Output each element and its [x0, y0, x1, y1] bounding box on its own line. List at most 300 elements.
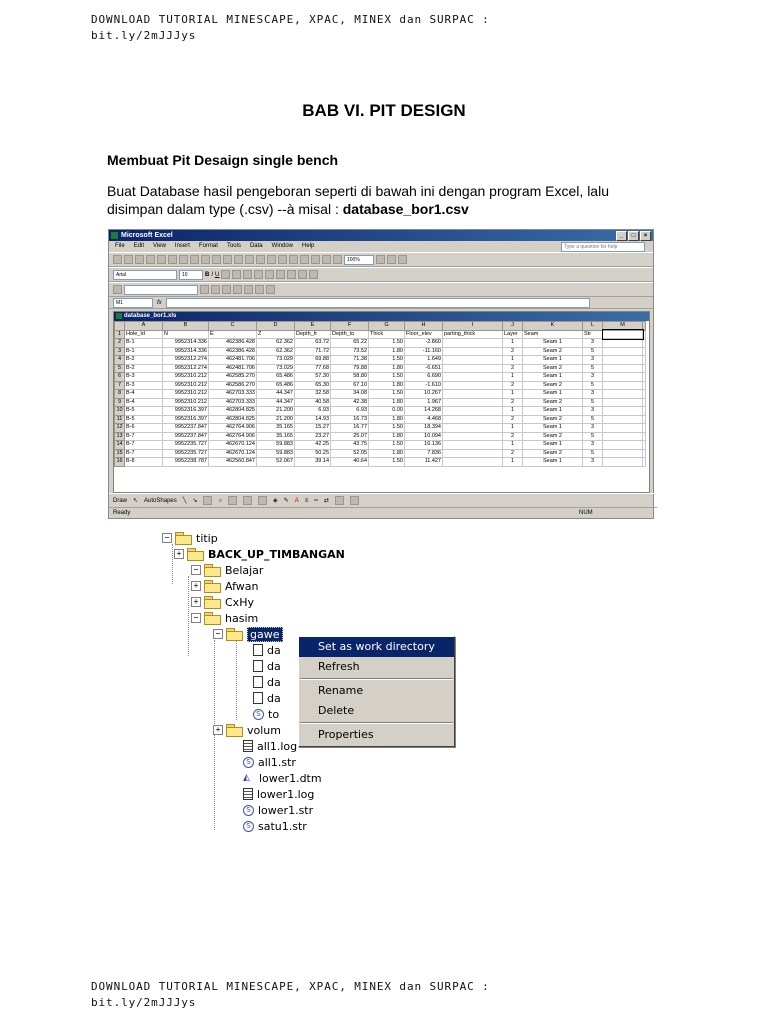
print-preview-icon[interactable]: [179, 255, 188, 264]
cell[interactable]: 462586.270: [209, 381, 257, 390]
row-header[interactable]: 10: [116, 407, 123, 414]
cell[interactable]: [603, 339, 643, 348]
cell[interactable]: Hole_Id: [125, 330, 163, 339]
cell[interactable]: [443, 373, 503, 382]
scrollbar-control-icon[interactable]: [266, 285, 275, 294]
cell[interactable]: 1.967: [405, 398, 443, 407]
cell[interactable]: -2.860: [405, 339, 443, 348]
tree-item-label[interactable]: Afwan: [225, 579, 259, 593]
cell[interactable]: 462386.428: [209, 347, 257, 356]
tree-item-label[interactable]: all1.str: [258, 755, 296, 769]
cell[interactable]: 462764.906: [209, 432, 257, 441]
formula-input[interactable]: [166, 298, 590, 308]
cell[interactable]: 462481.706: [209, 364, 257, 373]
menu-item-data[interactable]: Data: [249, 243, 263, 249]
cell[interactable]: [603, 347, 643, 356]
redo-icon[interactable]: [267, 255, 276, 264]
cell[interactable]: B-5: [125, 415, 163, 424]
tree-item-label[interactable]: satu1.str: [258, 819, 307, 833]
tree-item[interactable]: [191, 594, 254, 610]
column-header[interactable]: L: [583, 322, 603, 331]
footer-line-2[interactable]: bit.ly/2mJJJys: [91, 996, 197, 1009]
cell[interactable]: [443, 449, 503, 458]
fx-icon[interactable]: fx: [157, 299, 162, 306]
cell[interactable]: B-5: [125, 407, 163, 416]
sort-desc-icon[interactable]: [311, 255, 320, 264]
cell[interactable]: [643, 330, 646, 339]
sort-asc-icon[interactable]: [300, 255, 309, 264]
cell[interactable]: 1.80: [369, 364, 405, 373]
tree-item-label[interactable]: gawe: [247, 627, 283, 642]
row-header[interactable]: 8: [115, 390, 125, 399]
cell[interactable]: Layer: [503, 330, 523, 339]
cell[interactable]: 16.136: [405, 441, 443, 450]
cell[interactable]: 18.394: [405, 424, 443, 433]
fill-color-icon[interactable]: [298, 270, 307, 279]
tree-item[interactable]: [213, 626, 283, 642]
save-icon[interactable]: [135, 255, 144, 264]
insert-picture-icon[interactable]: [258, 496, 267, 505]
cell[interactable]: 1.649: [405, 356, 443, 365]
cell[interactable]: 67.10: [331, 381, 369, 390]
align-right-icon[interactable]: [243, 270, 252, 279]
tree-item-label[interactable]: titip: [196, 531, 218, 545]
row-header[interactable]: 6: [115, 373, 125, 382]
cell[interactable]: B-6: [125, 424, 163, 433]
cell[interactable]: 5: [583, 449, 603, 458]
cell[interactable]: 73.029: [257, 364, 295, 373]
collapse-icon[interactable]: −: [162, 533, 172, 543]
cell[interactable]: 42.38: [331, 398, 369, 407]
row-header[interactable]: 14: [116, 441, 123, 448]
cell[interactable]: 5: [583, 364, 603, 373]
cell[interactable]: 9952310.212: [163, 381, 209, 390]
tree-item-label[interactable]: da: [267, 675, 281, 689]
cell[interactable]: Depth_fr: [295, 330, 331, 339]
borders-icon[interactable]: [287, 270, 296, 279]
format-painter-icon[interactable]: [245, 255, 254, 264]
cell[interactable]: 73.029: [257, 356, 295, 365]
3d-icon[interactable]: [350, 496, 359, 505]
ask-question-box[interactable]: Type a question for help: [561, 242, 645, 252]
collapse-icon[interactable]: −: [213, 629, 223, 639]
drawing-icon[interactable]: [333, 255, 342, 264]
shadow-icon[interactable]: [335, 496, 344, 505]
column-header[interactable]: G: [369, 322, 405, 331]
cell[interactable]: 1: [503, 407, 523, 416]
cell[interactable]: [443, 339, 503, 348]
autosum-icon[interactable]: [289, 255, 298, 264]
new-icon[interactable]: [113, 255, 122, 264]
cell[interactable]: 1: [503, 356, 523, 365]
tree-item-label[interactable]: da: [267, 691, 281, 705]
cell[interactable]: 16.77: [331, 424, 369, 433]
cell[interactable]: [443, 390, 503, 399]
cell[interactable]: 9952235.727: [163, 441, 209, 450]
reading-mode-icon[interactable]: [387, 255, 396, 264]
cell[interactable]: Seam 1: [523, 356, 583, 365]
spelling-icon[interactable]: [190, 255, 199, 264]
group-control-icon[interactable]: [244, 285, 253, 294]
cut-icon[interactable]: [212, 255, 221, 264]
cell[interactable]: [603, 441, 643, 450]
copy-icon[interactable]: [223, 255, 232, 264]
align-center-icon[interactable]: [232, 270, 241, 279]
tree-item[interactable]: [253, 706, 279, 722]
cell[interactable]: [643, 373, 646, 382]
cell[interactable]: 1: [503, 373, 523, 382]
menu-item-file[interactable]: File: [115, 243, 125, 249]
cell[interactable]: 9952310.212: [163, 373, 209, 382]
name-box[interactable]: M1: [113, 298, 153, 308]
cell[interactable]: B-3: [125, 381, 163, 390]
cell[interactable]: Seam 1: [523, 373, 583, 382]
cell[interactable]: 2: [503, 347, 523, 356]
cell[interactable]: Seam: [523, 330, 583, 339]
cell[interactable]: 9952316.397: [163, 407, 209, 416]
cell[interactable]: [443, 347, 503, 356]
cell[interactable]: E: [209, 330, 257, 339]
row-header[interactable]: 4: [115, 356, 125, 365]
cell[interactable]: Seam 1: [523, 458, 583, 467]
pen-icon[interactable]: [113, 285, 122, 294]
cell[interactable]: 462804.825: [209, 415, 257, 424]
row-header[interactable]: 16: [116, 458, 123, 465]
cell[interactable]: 6.93: [295, 407, 331, 416]
hyperlink-icon[interactable]: [278, 255, 287, 264]
cell[interactable]: 16.73: [331, 415, 369, 424]
open-icon[interactable]: [124, 255, 133, 264]
cell[interactable]: B-2: [125, 364, 163, 373]
tree-item-label[interactable]: all1.log: [257, 739, 298, 753]
rectangle-icon[interactable]: [203, 496, 212, 505]
tree-item[interactable]: [243, 802, 313, 818]
cell[interactable]: Depth_to: [331, 330, 369, 339]
tree-item[interactable]: [191, 610, 258, 626]
cell[interactable]: 58.80: [331, 373, 369, 382]
cell[interactable]: Seam 1: [523, 424, 583, 433]
cell[interactable]: B-1: [125, 347, 163, 356]
cell[interactable]: 15.27: [295, 424, 331, 433]
tree-item-label[interactable]: to: [268, 707, 280, 721]
row-header[interactable]: 15: [116, 449, 123, 456]
cell[interactable]: B-3: [125, 373, 163, 382]
cell[interactable]: 21.200: [257, 407, 295, 416]
menu-item-help[interactable]: Help: [302, 243, 315, 249]
cell[interactable]: 2: [503, 364, 523, 373]
cell[interactable]: Seam 1: [523, 407, 583, 416]
expand-icon[interactable]: +: [174, 549, 184, 559]
cell[interactable]: 4.468: [405, 415, 443, 424]
column-header[interactable]: M: [603, 322, 643, 331]
cell[interactable]: 1: [503, 458, 523, 467]
context-menu-item-set-as-work-directory[interactable]: Set as work directory: [299, 637, 454, 657]
cell[interactable]: 52.05: [331, 449, 369, 458]
cell[interactable]: 6.690: [405, 373, 443, 382]
paste-icon[interactable]: [234, 255, 243, 264]
cell[interactable]: Seam 2: [523, 398, 583, 407]
cell[interactable]: [643, 381, 646, 390]
textbox-icon[interactable]: [211, 285, 220, 294]
cell[interactable]: [603, 415, 643, 424]
column-header[interactable]: H: [405, 322, 443, 331]
cell[interactable]: 9952314.336: [163, 347, 209, 356]
line-style-select[interactable]: [124, 285, 198, 295]
cell[interactable]: -11.160: [405, 347, 443, 356]
zoom-select[interactable]: 100%: [344, 255, 374, 265]
cell[interactable]: [603, 373, 643, 382]
cell[interactable]: [603, 364, 643, 373]
cell[interactable]: 14.93: [295, 415, 331, 424]
cell[interactable]: [603, 449, 643, 458]
cell[interactable]: [603, 432, 643, 441]
line-icon[interactable]: ╲: [182, 498, 187, 504]
expand-icon[interactable]: +: [191, 581, 201, 591]
cell[interactable]: 3: [583, 356, 603, 365]
cell[interactable]: Seam 1: [523, 441, 583, 450]
cell[interactable]: Floor_elev: [405, 330, 443, 339]
cell[interactable]: 40.64: [331, 458, 369, 467]
tree-item[interactable]: [243, 786, 314, 802]
cell[interactable]: 3: [583, 373, 603, 382]
restore-icon[interactable]: □: [628, 231, 639, 241]
context-menu-item-properties[interactable]: Properties: [318, 728, 374, 741]
cell[interactable]: 1: [503, 390, 523, 399]
cell[interactable]: 9952316.397: [163, 415, 209, 424]
cell[interactable]: Thick: [369, 330, 405, 339]
select-objects-icon[interactable]: ↖: [133, 498, 139, 504]
cell[interactable]: B-8: [125, 458, 163, 467]
cell[interactable]: 2: [503, 432, 523, 441]
percent-icon[interactable]: [276, 270, 285, 279]
cell[interactable]: 71.72: [295, 347, 331, 356]
cell[interactable]: 1.80: [369, 415, 405, 424]
tree-item[interactable]: [191, 578, 259, 594]
tree-item[interactable]: [213, 722, 281, 738]
cell[interactable]: 3: [583, 458, 603, 467]
cell[interactable]: 3: [583, 407, 603, 416]
cell[interactable]: [443, 398, 503, 407]
cell[interactable]: [643, 364, 646, 373]
cell[interactable]: [603, 390, 643, 399]
font-color-draw-icon[interactable]: A: [294, 497, 299, 504]
cell[interactable]: 59.883: [257, 449, 295, 458]
cell[interactable]: [443, 381, 503, 390]
cell[interactable]: 462560.847: [209, 458, 257, 467]
eraser-icon[interactable]: [200, 285, 209, 294]
arrow-style-icon[interactable]: ⇄: [323, 498, 329, 504]
cell[interactable]: [643, 415, 646, 424]
cell[interactable]: 5: [583, 432, 603, 441]
cell[interactable]: 14.268: [405, 407, 443, 416]
column-header[interactable]: C: [209, 322, 257, 331]
cell[interactable]: 9952310.212: [163, 398, 209, 407]
menu-item-format[interactable]: Format: [198, 243, 218, 249]
cell[interactable]: 7.836: [405, 449, 443, 458]
cell[interactable]: 1: [503, 424, 523, 433]
cell[interactable]: 5: [583, 347, 603, 356]
row-header[interactable]: 11: [115, 415, 125, 424]
cell[interactable]: 6.93: [331, 407, 369, 416]
context-menu-item-rename[interactable]: Rename: [318, 684, 364, 697]
cell[interactable]: 5: [583, 381, 603, 390]
cell[interactable]: 9952310.212: [163, 390, 209, 399]
menu-item-edit[interactable]: Edit: [133, 243, 145, 249]
tree-item[interactable]: [253, 674, 281, 690]
cell[interactable]: [643, 432, 646, 441]
cell[interactable]: 32.58: [295, 390, 331, 399]
cell[interactable]: Seam 2: [523, 347, 583, 356]
cell[interactable]: Seam 2: [523, 364, 583, 373]
tree-item-label[interactable]: da: [267, 659, 281, 673]
underline-icon[interactable]: U: [215, 271, 220, 278]
menu-item-window[interactable]: Window: [271, 243, 293, 249]
cell[interactable]: [443, 407, 503, 416]
cell[interactable]: 2: [503, 398, 523, 407]
cell[interactable]: 59.883: [257, 441, 295, 450]
cell[interactable]: -1.610: [405, 381, 443, 390]
column-header[interactable]: A: [125, 322, 163, 331]
cell[interactable]: [643, 339, 646, 348]
cell[interactable]: 1.50: [369, 356, 405, 365]
cell[interactable]: B-7: [125, 432, 163, 441]
cell[interactable]: 57.30: [295, 373, 331, 382]
cell[interactable]: Seam 2: [523, 415, 583, 424]
cell[interactable]: 1.50: [369, 458, 405, 467]
tree-item-label[interactable]: BACK_UP_TIMBANGAN: [208, 547, 345, 561]
row-header[interactable]: 1: [115, 330, 125, 339]
tree-item[interactable]: [243, 754, 296, 770]
cell[interactable]: [603, 381, 643, 390]
cell[interactable]: B-4: [125, 390, 163, 399]
tree-item[interactable]: [174, 546, 345, 562]
cell[interactable]: 5: [583, 398, 603, 407]
tree-item-label[interactable]: da: [267, 643, 281, 657]
cell[interactable]: [603, 398, 643, 407]
row-header[interactable]: 13: [116, 432, 123, 439]
cell[interactable]: [443, 424, 503, 433]
tree-item-label[interactable]: lower1.dtm: [259, 771, 322, 785]
cell[interactable]: [443, 441, 503, 450]
oval-icon[interactable]: ○: [218, 497, 223, 504]
cell[interactable]: 10.267: [405, 390, 443, 399]
cell[interactable]: Z: [257, 330, 295, 339]
cell[interactable]: B-2: [125, 356, 163, 365]
cell[interactable]: 11.427: [405, 458, 443, 467]
cell[interactable]: 462703.333: [209, 398, 257, 407]
cell[interactable]: B-7: [125, 449, 163, 458]
tree-item-label[interactable]: lower1.log: [257, 787, 315, 801]
cell[interactable]: 62.362: [257, 347, 295, 356]
italic-icon[interactable]: I: [211, 271, 214, 278]
cell[interactable]: 9952237.847: [163, 432, 209, 441]
cell[interactable]: [643, 356, 646, 365]
research-icon[interactable]: [201, 255, 210, 264]
row-header[interactable]: 5: [115, 364, 125, 373]
row-header[interactable]: 9: [115, 398, 125, 407]
cell[interactable]: 1.80: [369, 381, 405, 390]
cell[interactable]: Seam 1: [523, 339, 583, 348]
cell[interactable]: [643, 424, 646, 433]
cell[interactable]: [443, 432, 503, 441]
cell[interactable]: 462804.825: [209, 407, 257, 416]
cell[interactable]: [603, 458, 643, 467]
wordart-icon[interactable]: [243, 496, 252, 505]
context-menu-item-delete[interactable]: Delete: [318, 704, 355, 717]
column-header[interactable]: F: [331, 322, 369, 331]
cell[interactable]: 79.88: [331, 364, 369, 373]
cell[interactable]: 9952237.847: [163, 424, 209, 433]
cell[interactable]: 462703.333: [209, 390, 257, 399]
merge-center-icon[interactable]: [254, 270, 263, 279]
row-header[interactable]: 7: [115, 381, 125, 390]
column-header[interactable]: D: [257, 322, 295, 331]
cell[interactable]: 3: [583, 390, 603, 399]
cell[interactable]: -6.651: [405, 364, 443, 373]
menu-item-tools[interactable]: Tools: [226, 243, 241, 249]
tree-item-label[interactable]: hasim: [225, 611, 259, 625]
cell[interactable]: 9952238.787: [163, 458, 209, 467]
cell[interactable]: 2: [503, 381, 523, 390]
cell[interactable]: B-4: [125, 398, 163, 407]
cell[interactable]: [603, 356, 643, 365]
cell[interactable]: 1.50: [369, 390, 405, 399]
font-color-icon[interactable]: [309, 270, 318, 279]
cell[interactable]: 1.80: [369, 347, 405, 356]
cell[interactable]: 23.27: [295, 432, 331, 441]
close-icon[interactable]: ×: [640, 231, 651, 241]
cell[interactable]: 1.50: [369, 424, 405, 433]
cell[interactable]: Str: [583, 330, 603, 339]
column-header[interactable]: K: [523, 322, 583, 331]
expand-icon[interactable]: +: [213, 725, 223, 735]
undo-icon[interactable]: [256, 255, 265, 264]
cell[interactable]: 69.88: [295, 356, 331, 365]
column-header[interactable]: I: [443, 322, 503, 331]
cell[interactable]: parting_thick: [443, 330, 503, 339]
cell[interactable]: B-7: [125, 441, 163, 450]
arrow-icon[interactable]: ↘: [192, 498, 198, 504]
cell[interactable]: 3: [583, 441, 603, 450]
cell[interactable]: [643, 449, 646, 458]
row-header[interactable]: 12: [116, 424, 123, 431]
email-icon[interactable]: [157, 255, 166, 264]
cell[interactable]: [643, 347, 646, 356]
cell[interactable]: 1.80: [369, 432, 405, 441]
cell[interactable]: 3: [583, 339, 603, 348]
select-all-corner[interactable]: [115, 322, 125, 331]
bold-icon[interactable]: B: [205, 271, 210, 278]
cell[interactable]: 2: [503, 449, 523, 458]
cell[interactable]: 34.08: [331, 390, 369, 399]
column-header[interactable]: J: [503, 322, 523, 331]
tree-item-label[interactable]: Belajar: [225, 563, 264, 577]
cell[interactable]: 1.80: [369, 449, 405, 458]
option-control-icon[interactable]: [233, 285, 242, 294]
cell[interactable]: N: [163, 330, 209, 339]
dash-style-icon[interactable]: ┅: [314, 498, 318, 504]
font-name-select[interactable]: Arial: [113, 270, 177, 280]
cell[interactable]: [643, 441, 646, 450]
tree-item-label[interactable]: lower1.str: [258, 803, 314, 817]
cell[interactable]: 462670.124: [209, 441, 257, 450]
cell[interactable]: 25.07: [331, 432, 369, 441]
help-icon[interactable]: [376, 255, 385, 264]
row-header[interactable]: 2: [115, 339, 125, 348]
cell[interactable]: [603, 424, 643, 433]
autoshapes-menu[interactable]: AutoShapes: [144, 497, 177, 504]
checkbox-control-icon[interactable]: [222, 285, 231, 294]
